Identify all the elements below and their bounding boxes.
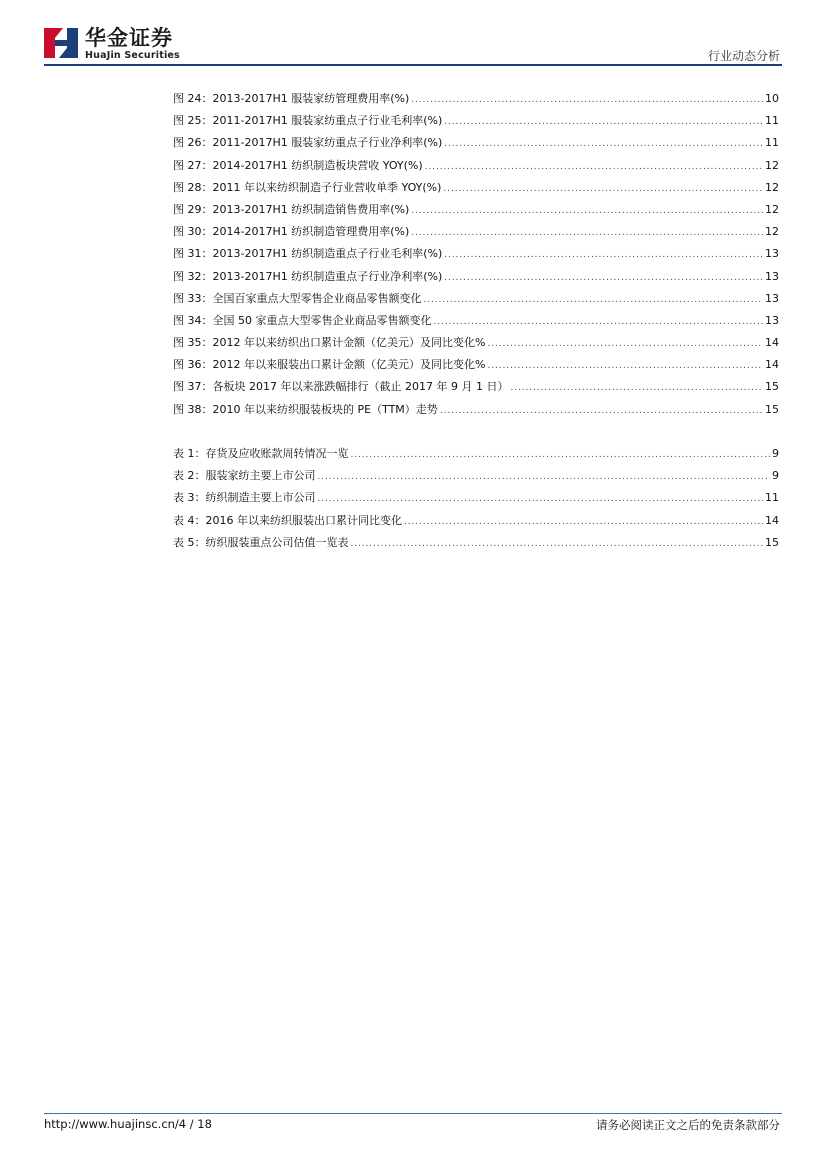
toc-entry-title: 图 28：2011 年以来纺织制造子行业营收单季 YOY(%) bbox=[173, 180, 442, 194]
toc-dot-leader bbox=[487, 358, 763, 373]
toc-entry-title: 图 26：2011-2017H1 服装家纺重点子行业净利率(%) bbox=[173, 136, 443, 150]
toc-page-number: 13 bbox=[765, 247, 779, 261]
toc-entry-title: 表 5：纺织服装重点公司估值一览表 bbox=[173, 535, 349, 549]
toc-entry-title: 表 2：服装家纺主要上市公司 bbox=[173, 469, 316, 483]
toc-dot-leader bbox=[444, 247, 763, 262]
toc-dot-leader bbox=[404, 514, 763, 529]
toc-page-number: 12 bbox=[765, 158, 779, 172]
toc-entry[interactable] bbox=[173, 136, 779, 158]
document-type: 行业动态分析 bbox=[707, 49, 780, 63]
toc-entry-title: 图 37：各板块 2017 年以来涨跌幅排行（截止 2017 年 9 月 1 日） bbox=[173, 380, 509, 394]
page-header bbox=[0, 0, 827, 66]
logo-chinese-name: 华金证券 bbox=[85, 26, 173, 50]
toc-entry-title: 图 36：2012 年以来服装出口累计金额（亿美元）及同比变化% bbox=[173, 358, 486, 372]
toc-entry[interactable] bbox=[173, 358, 779, 380]
toc-dot-leader bbox=[444, 114, 763, 129]
toc-entry[interactable] bbox=[173, 469, 779, 491]
toc-dot-leader bbox=[318, 491, 764, 506]
toc-entry[interactable] bbox=[173, 159, 779, 181]
toc-dot-leader bbox=[510, 380, 763, 395]
company-logo bbox=[44, 26, 194, 66]
table-list bbox=[173, 447, 779, 558]
toc-page-number: 11 bbox=[765, 491, 779, 505]
toc-page-number: 14 bbox=[765, 336, 779, 350]
toc-page-number: 15 bbox=[765, 380, 779, 394]
footer-divider bbox=[44, 1113, 782, 1114]
toc-entry[interactable] bbox=[173, 314, 779, 336]
toc-entry[interactable] bbox=[173, 270, 779, 292]
toc-dot-leader bbox=[440, 403, 763, 418]
toc-dot-leader bbox=[487, 336, 763, 351]
toc-entry-title: 图 34：全国 50 家重点大型零售企业商品零售额变化 bbox=[173, 313, 432, 327]
figure-list bbox=[173, 92, 779, 425]
footer-disclaimer: 请务必阅读正文之后的免责条款部分 bbox=[596, 1118, 780, 1132]
toc-page-number: 14 bbox=[765, 513, 779, 527]
toc-page-number: 9 bbox=[772, 469, 779, 483]
toc-dot-leader bbox=[444, 136, 763, 151]
toc-page-number: 12 bbox=[765, 202, 779, 216]
toc-entry-title: 表 3：纺织制造主要上市公司 bbox=[173, 491, 316, 505]
huajin-logo-icon bbox=[44, 26, 78, 60]
toc-page-number: 15 bbox=[765, 402, 779, 416]
toc-entry-title: 图 25：2011-2017H1 服装家纺重点子行业毛利率(%) bbox=[173, 114, 443, 128]
toc-page-number: 12 bbox=[765, 225, 779, 239]
toc-entry-title: 图 29：2013-2017H1 纺织制造销售费用率(%) bbox=[173, 202, 410, 216]
toc-entry[interactable] bbox=[173, 247, 779, 269]
toc-entry[interactable] bbox=[173, 114, 779, 136]
toc-entry-title: 图 27：2014-2017H1 纺织制造板块营收 YOY(%) bbox=[173, 158, 423, 172]
toc-dot-leader bbox=[424, 292, 764, 307]
toc-entry[interactable] bbox=[173, 491, 779, 513]
toc-entry-title: 图 30：2014-2017H1 纺织制造管理费用率(%) bbox=[173, 225, 410, 239]
toc-dot-leader bbox=[443, 181, 763, 196]
toc-entry[interactable] bbox=[173, 447, 779, 469]
toc-entry-title: 图 24：2013-2017H1 服装家纺管理费用率(%) bbox=[173, 92, 410, 105]
toc-dot-leader bbox=[433, 314, 763, 329]
toc-entry-title: 图 32：2013-2017H1 纺织制造重点子行业净利率(%) bbox=[173, 269, 443, 283]
toc-dot-leader bbox=[411, 92, 763, 107]
toc-page-number: 13 bbox=[765, 269, 779, 283]
toc-entry-title: 表 4：2016 年以来纺织服装出口累计同比变化 bbox=[173, 513, 402, 527]
footer-url-page: http://www.huajinsc.cn/4 / 18 bbox=[44, 1117, 212, 1131]
toc-dot-leader bbox=[411, 203, 763, 218]
toc-page-number: 10 bbox=[765, 92, 779, 105]
toc-page-number: 12 bbox=[765, 180, 779, 194]
toc-entry[interactable] bbox=[173, 403, 779, 425]
toc-entry[interactable] bbox=[173, 380, 779, 402]
toc-entry[interactable] bbox=[173, 514, 779, 536]
toc-entry-title: 图 38：2010 年以来纺织服装板块的 PE（TTM）走势 bbox=[173, 402, 438, 416]
toc-page-number: 13 bbox=[765, 313, 779, 327]
toc-page-number: 9 bbox=[772, 447, 779, 460]
toc-entry-title: 表 1：存货及应收账款周转情况一览 bbox=[173, 447, 349, 460]
toc-page-number: 14 bbox=[765, 358, 779, 372]
toc-entry-title: 图 35：2012 年以来纺织出口累计金额（亿美元）及同比变化% bbox=[173, 336, 486, 350]
toc-entry-title: 图 33：全国百家重点大型零售企业商品零售额变化 bbox=[173, 291, 422, 305]
toc-entry[interactable] bbox=[173, 225, 779, 247]
toc-dot-leader bbox=[351, 536, 764, 551]
toc-entry[interactable] bbox=[173, 336, 779, 358]
logo-english-name: HuaJin Securities bbox=[85, 50, 180, 61]
toc-entry[interactable] bbox=[173, 203, 779, 225]
toc-page-number: 15 bbox=[765, 535, 779, 549]
toc-dot-leader bbox=[444, 270, 763, 285]
toc-dot-leader bbox=[351, 447, 771, 462]
toc-page-number: 11 bbox=[765, 136, 779, 150]
toc-dot-leader bbox=[318, 469, 771, 484]
toc-entry-title: 图 31：2013-2017H1 纺织制造重点子行业毛利率(%) bbox=[173, 247, 443, 261]
header-divider bbox=[44, 64, 782, 66]
toc-entry[interactable] bbox=[173, 536, 779, 558]
toc-dot-leader bbox=[425, 159, 763, 174]
toc-page-number: 13 bbox=[765, 291, 779, 305]
toc-entry[interactable] bbox=[173, 292, 779, 314]
toc-page-number: 11 bbox=[765, 114, 779, 128]
toc-entry[interactable] bbox=[173, 181, 779, 203]
toc-dot-leader bbox=[411, 225, 763, 240]
toc-entry[interactable] bbox=[173, 92, 779, 114]
